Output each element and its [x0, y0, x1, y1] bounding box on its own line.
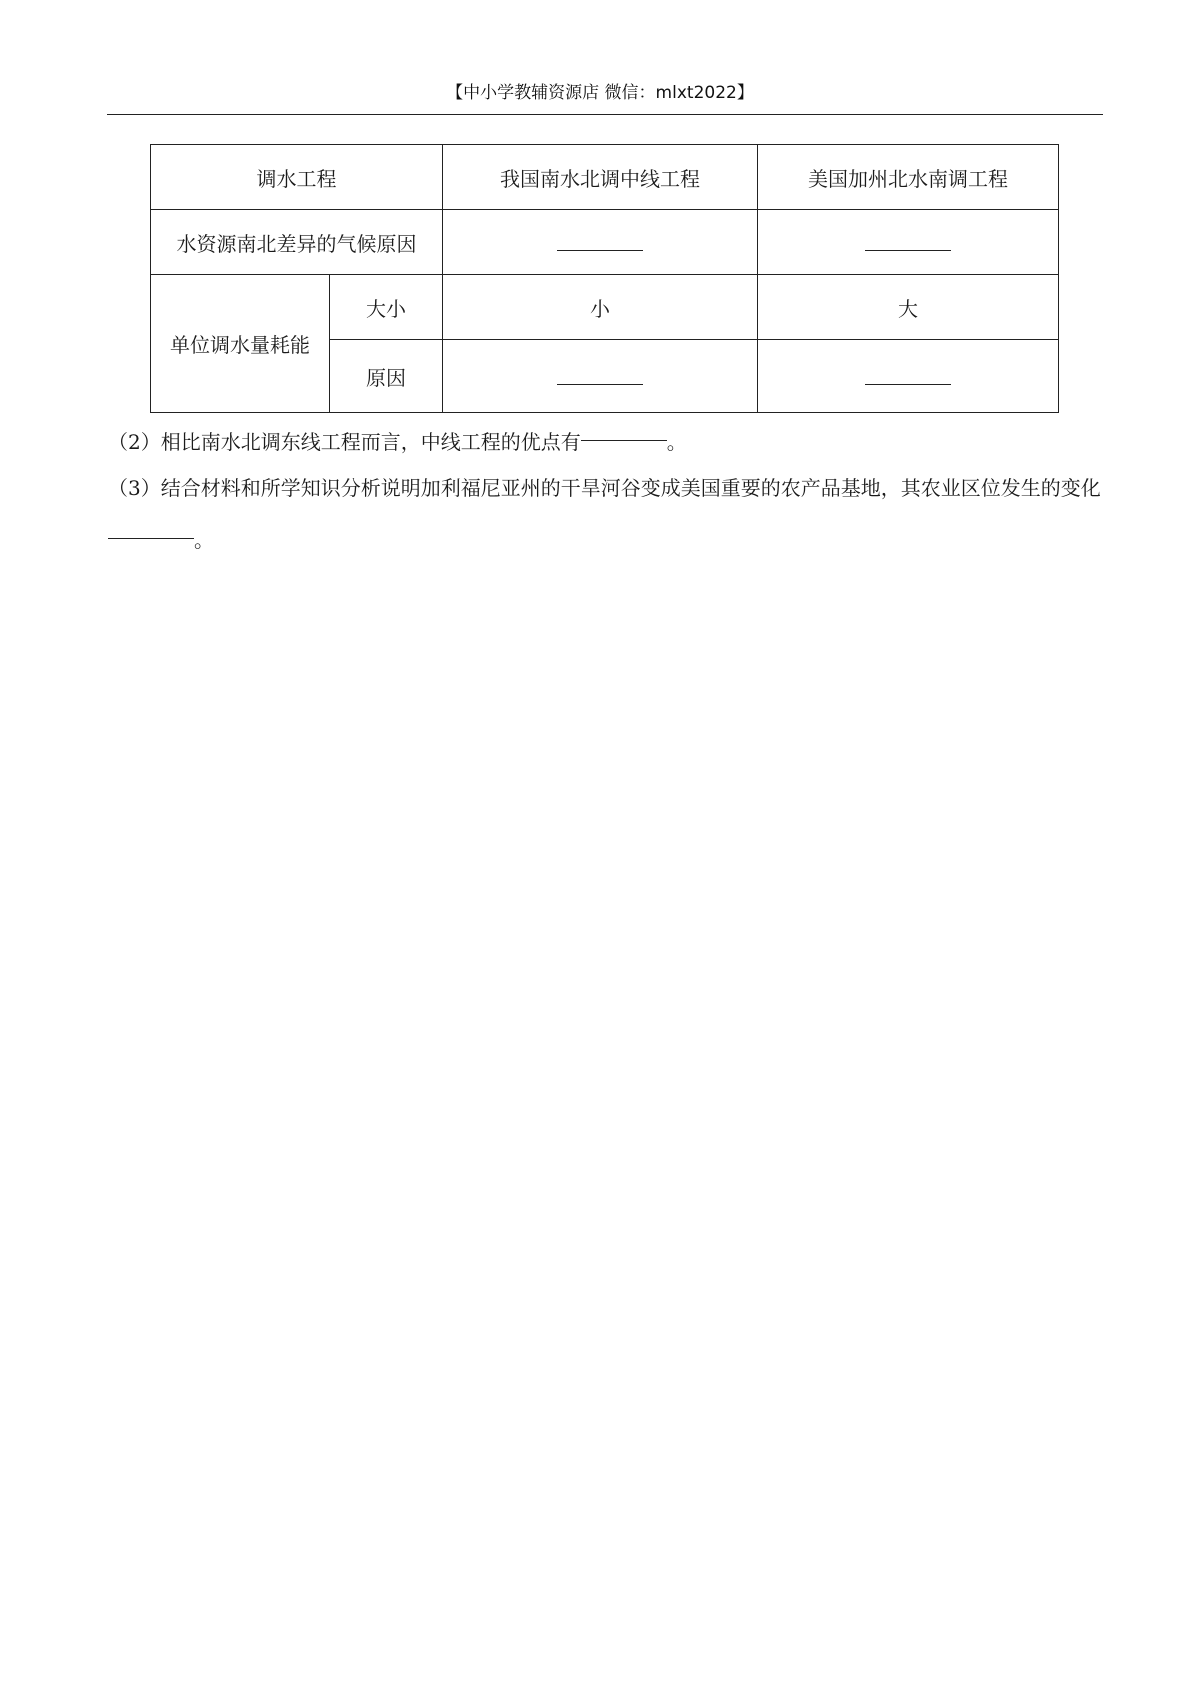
sub-label-reason: 原因 [330, 340, 443, 413]
answer-blank[interactable] [865, 384, 951, 385]
table-row-climate [151, 210, 1059, 275]
header-cell-project: 调水工程 [151, 145, 443, 210]
answer-blank[interactable] [108, 538, 194, 539]
answer-blank[interactable] [865, 250, 951, 251]
header-cell-usa: 美国加州北水南调工程 [758, 145, 1059, 210]
question-3 [108, 462, 1102, 566]
comparison-table [150, 144, 1059, 413]
cell-reason-china [443, 340, 758, 413]
cell-reason-usa [758, 340, 1059, 413]
question-2 [108, 416, 1102, 468]
cell-climate-china [443, 210, 758, 275]
table-row-energy-size [151, 275, 1059, 340]
answer-blank[interactable] [557, 250, 643, 251]
cell-size-usa: 大 [758, 275, 1059, 340]
question-2-end: 。 [666, 430, 687, 454]
answer-blank[interactable] [557, 384, 643, 385]
table-header-row [151, 145, 1059, 210]
header-divider [107, 114, 1103, 115]
page-header: 【中小学教辅资源店 微信：mlxt2022】 [446, 83, 754, 103]
row-label-climate: 水资源南北差异的气候原因 [151, 210, 443, 275]
question-2-text: （2）相比南水北调东线工程而言，中线工程的优点有 [108, 430, 581, 454]
row-label-energy: 单位调水量耗能 [151, 275, 330, 413]
answer-blank[interactable] [581, 440, 667, 441]
sub-label-size: 大小 [330, 275, 443, 340]
header-cell-china: 我国南水北调中线工程 [443, 145, 758, 210]
cell-size-china: 小 [443, 275, 758, 340]
question-3-end: 。 [194, 528, 214, 552]
question-3-text: （3）结合材料和所学知识分析说明加利福尼亚州的干旱河谷变成美国重要的农产品基地，其农业区位发生的变化 [108, 476, 1101, 500]
cell-climate-usa [758, 210, 1059, 275]
